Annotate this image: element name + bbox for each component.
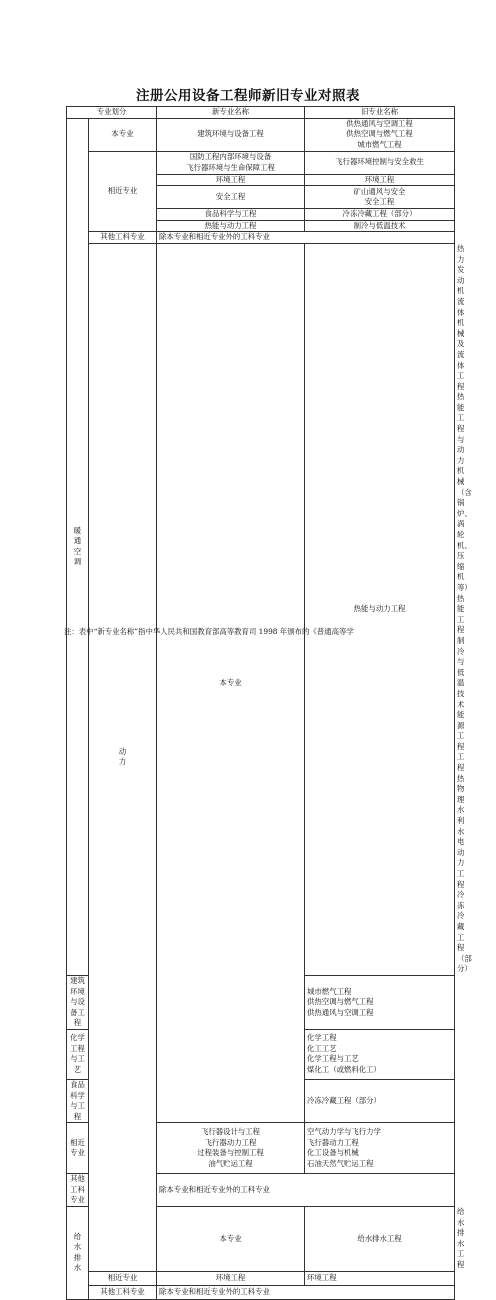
- footnote: 注：表中“新专业名称”指中华人民共和国教育部高等教育司 1998 年颁布的《普通高等学: [64, 627, 354, 636]
- table-row: [67, 232, 455, 244]
- power-related-new: 飞行器设计与工程 飞行器动力工程 过程装备与控制工程 油气贮运工程: [157, 1123, 305, 1174]
- table-row: 动 力 本专业 热能与动力工程 热力发动机 流体机械及流体工程 热能工程与动力机械（含锅 炉、涡轮机、压缩机等） 热能工程 制冷与低温技术 能源工程 工程热物理 水利水电动力工程 冷冻冷藏工程（部分）: [67, 243, 455, 975]
- power-core-new: 建筑环境与设备工程: [67, 975, 89, 1029]
- hvac-related-new: 热能与动力工程: [157, 220, 305, 232]
- hvac-related-old: 冷冻冷藏工程（部分）: [305, 209, 455, 221]
- hvac-related-old: 飞行器环境控制与安全救生: [305, 151, 455, 174]
- major-mapping-table: [66, 106, 472, 1300]
- hvac-core-label: 本专业: [89, 118, 157, 151]
- hvac-core-new: 建筑环境与设备工程: [157, 118, 305, 151]
- water-core-label: 本专业: [157, 1207, 305, 1272]
- water-other-text: 除本专业和相近专业外的工科专业: [157, 1285, 455, 1299]
- header-new-name: 新专业名称: [157, 107, 305, 119]
- hvac-related-new: 安全工程: [157, 186, 305, 209]
- hvac-related-old: 矿山通风与安全 安全工程: [305, 186, 455, 209]
- table-row: 给 水 排 水 本专业 给水排水工程 给水排水工程: [67, 1207, 455, 1272]
- power-core-label: 本专业: [157, 243, 305, 1122]
- hvac-related-new: 环境工程: [157, 174, 305, 186]
- power-core-old: 化学工程 化工工艺 化学工程与工艺 煤化工（或燃料化工）: [305, 1029, 455, 1079]
- water-related-new: 环境工程: [157, 1271, 305, 1285]
- header-division: 专业划分: [67, 107, 157, 119]
- power-core-new: 食品科学与工程: [67, 1079, 89, 1122]
- table-row: [67, 151, 455, 174]
- water-core-new: 给水排水工程: [305, 1207, 455, 1272]
- water-other-label: 其他工科专业: [89, 1285, 157, 1299]
- table-row: [67, 1271, 455, 1285]
- category-hvac: 暖 通 空 调: [67, 118, 89, 975]
- hvac-related-label: 相近专业: [89, 151, 157, 232]
- table-header-row: [67, 107, 455, 119]
- water-related-old: 环境工程: [305, 1271, 455, 1285]
- hvac-related-new: 食品科学与工程: [157, 209, 305, 221]
- table-row: [67, 1285, 455, 1299]
- hvac-related-old: 环境工程: [305, 174, 455, 186]
- water-related-label: 相近专业: [89, 1271, 157, 1285]
- power-other-text: 除本专业和相近专业外的工科专业: [157, 1174, 455, 1207]
- power-core-old: 冷冻冷藏工程（部分）: [305, 1079, 455, 1122]
- power-other-label: 其他工科专业: [67, 1174, 89, 1207]
- hvac-other-label: 其他工科专业: [89, 232, 157, 244]
- power-related-label: 相近专业: [67, 1123, 89, 1174]
- table-row: [67, 118, 455, 151]
- hvac-related-new: 国防工程内部环境与设备 飞行器环境与生命保障工程: [157, 151, 305, 174]
- category-power: 动 力: [89, 243, 157, 1271]
- page-title: 注册公用设备工程师新旧专业对照表: [136, 88, 360, 104]
- power-core-new: 热能与动力工程: [305, 243, 455, 975]
- power-core-old: 城市燃气工程 供热空调与燃气工程 供热通风与空调工程: [305, 975, 455, 1029]
- header-old-name: 旧专业名称: [305, 107, 455, 119]
- power-core-new: 化学工程与工艺: [67, 1029, 89, 1079]
- category-water: 给 水 排 水: [67, 1207, 89, 1300]
- hvac-core-old: 供热通风与空调工程 供热空调与燃气工程 城市燃气工程: [305, 118, 455, 151]
- hvac-other-text: 除本专业和相近专业外的工科专业: [157, 232, 455, 244]
- hvac-related-old: 制冷与低温技术: [305, 220, 455, 232]
- power-related-old: 空气动力学与飞行力学 飞行器动力工程 化工设备与机械 石油天然气贮运工程: [305, 1123, 455, 1174]
